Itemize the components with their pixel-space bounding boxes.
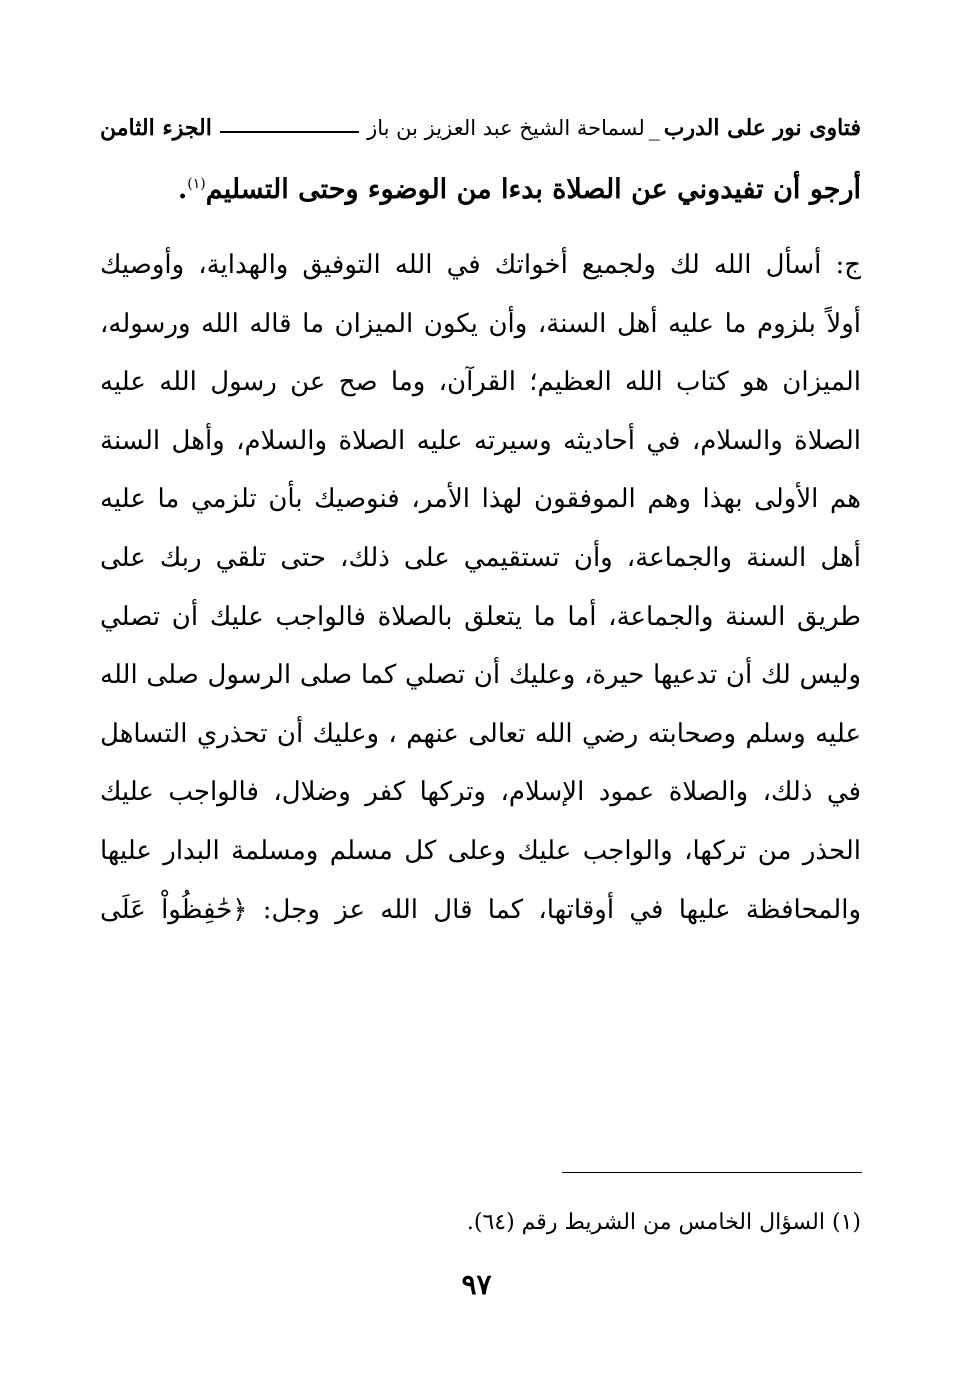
answer-line: وليس لك أن تدعيها حيرة، وعليك أن تصلي كما صلى الرسول صلى الله bbox=[100, 660, 861, 691]
question-body: أرجو أن تفيدوني عن الصلاة بدءا من الوضوء وحتى التسليم bbox=[205, 174, 861, 205]
part-label: الجزء الثامن bbox=[100, 115, 212, 141]
page-number: ٩٧ bbox=[461, 1268, 492, 1301]
footnote-marker: (١) bbox=[187, 176, 206, 192]
answer-line: أولاً بلزوم ما عليه أهل السنة، وأن يكون الميزان ما قاله الله ورسوله، bbox=[100, 308, 861, 339]
answer-line: الصلاة والسلام، في أحاديثه وسيرته عليه الصلاة والسلام، وأهل السنة bbox=[100, 425, 862, 456]
question-text bbox=[100, 156, 861, 218]
book-title: فتاوى نور على الدرب bbox=[663, 115, 861, 141]
answer-line: عليه وسلم وصحابته رضي الله تعالى عنهم ، وعليك أن تحذري التساهل bbox=[100, 718, 861, 749]
answer-line: أهل السنة والجماعة، وأن تستقيمي على ذلك، حتى تلقي ربك على bbox=[100, 542, 861, 573]
answer-line: هم الأولى بهذا وهم الموفقون لهذا الأمر، فنوصيك بأن تلزمي ما عليه bbox=[100, 484, 861, 515]
question-end: . bbox=[177, 174, 188, 205]
author-name: لسماحة الشيخ عبد العزيز بن باز bbox=[367, 116, 645, 140]
footnote-divider bbox=[562, 1172, 862, 1173]
answer-line: الحذر من تركها، والواجب عليك وعلى كل مسلم ومسلمة البدار عليها bbox=[100, 835, 861, 866]
answer-line: والمحافظة عليها في أوقاتها، كما قال الله عز وجل: ﴿حَٰفِظُواْ عَلَى bbox=[100, 894, 861, 925]
answer-line: في ذلك، والصلاة عمود الإسلام، وتركها كفر وضلال، فالواجب عليك bbox=[100, 777, 861, 808]
running-header bbox=[100, 108, 861, 148]
answer-line: ج: أسأل الله لك ولجميع أخواتك في الله التوفيق والهداية، وأوصيك bbox=[100, 250, 861, 280]
answer-body bbox=[100, 236, 861, 939]
answer-line: الميزان هو كتاب الله العظيم؛ القرآن، وما صح عن رسول الله عليه bbox=[100, 367, 861, 398]
footnote: (١) السؤال الخامس من الشريط رقم (٦٤). bbox=[466, 1210, 861, 1235]
header-separator: _ bbox=[648, 115, 660, 141]
answer-line: طريق السنة والجماعة، أما ما يتعلق بالصلاة فالواجب عليك أن تصلي bbox=[100, 601, 861, 632]
header-rule bbox=[220, 131, 359, 133]
